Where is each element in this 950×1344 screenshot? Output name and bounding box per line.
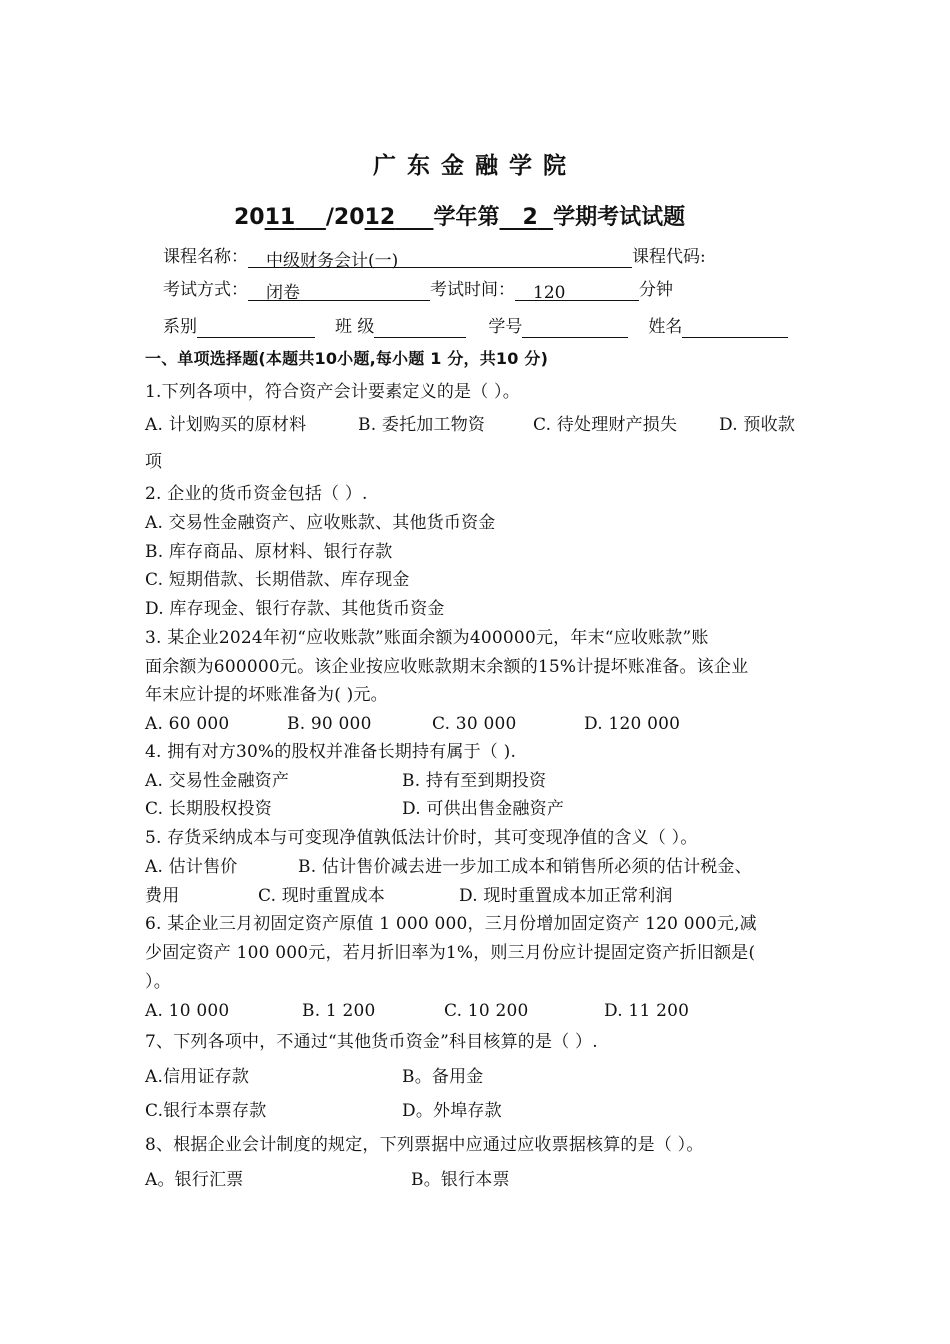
q5-option-b: B. 估计售价减去进一步加工成本和销售所必须的估计税金、 bbox=[298, 857, 752, 877]
q2-option-c: C. 短期借款、长期借款、库存现金 bbox=[145, 570, 410, 590]
question-3-line-2: 面余额为600000元。该企业按应收账款期末余额的15%计提坏账准备。该企业 bbox=[145, 657, 749, 677]
exam-mode-label: 考试方式： bbox=[163, 280, 248, 300]
dept-label: 系别 bbox=[163, 317, 197, 337]
course-code-label: 课程代码: bbox=[632, 247, 706, 267]
course-name-field[interactable] bbox=[248, 250, 632, 271]
q6-option-d: D. 11 200 bbox=[604, 1001, 690, 1021]
question-3-line-3: 年末应计提的坏账准备为( )元。 bbox=[145, 685, 388, 705]
q7-option-d: D。外埠存款 bbox=[402, 1101, 502, 1121]
q2-option-d: D. 库存现金、银行存款、其他货币资金 bbox=[145, 599, 445, 619]
q3-option-d: D. 120 000 bbox=[584, 714, 681, 734]
q1-option-d-wrap: 项 bbox=[145, 452, 163, 472]
q3-option-b: B. 90 000 bbox=[287, 714, 372, 734]
q5-option-d: D. 现时重置成本加正常利润 bbox=[459, 886, 673, 906]
q6-option-c: C. 10 200 bbox=[444, 1001, 529, 1021]
q7-option-a: A.信用证存款 bbox=[145, 1067, 250, 1087]
question-8-stem: 8、根据企业会计制度的规定，下列票据中应通过应收票据核算的是（ ）。 bbox=[145, 1135, 704, 1155]
question-6-line-2: 少固定资产 100 000元，若月折旧率为1%，则三月份应计提固定资产折旧额是( bbox=[145, 943, 756, 963]
q1-option-a: A. 计划购买的原材料 bbox=[145, 415, 307, 435]
year1-suffix: 11 bbox=[264, 205, 296, 230]
q5-option-c: C. 现时重置成本 bbox=[258, 886, 386, 906]
section-heading: 一、单项选择题(本题共10小题,每小题 1 分，共10 分) bbox=[145, 349, 549, 368]
q5-option-a: A. 估计售价 bbox=[145, 857, 238, 877]
question-2-stem: 2. 企业的货币资金包括（ ）. bbox=[145, 484, 368, 504]
dept-field[interactable] bbox=[197, 319, 315, 338]
q4-option-b: B. 持有至到期投资 bbox=[402, 771, 547, 791]
year2-prefix: /20 bbox=[325, 205, 365, 230]
q1-option-b: B. 委托加工物资 bbox=[358, 415, 486, 435]
question-3-line-1: 3. 某企业2024年初“应收账款”账面余额为400000元，年末“应收账款”账 bbox=[145, 628, 709, 648]
exam-time-label: 考试时间： bbox=[430, 280, 515, 300]
exam-time-value: 120 bbox=[533, 283, 566, 303]
q5-option-b-wrap: 费用 bbox=[145, 886, 180, 906]
q7-option-c: C.银行本票存款 bbox=[145, 1101, 267, 1121]
q2-option-a: A. 交易性金融资产、应收账款、其他货币资金 bbox=[145, 513, 496, 533]
term-number: 2 bbox=[522, 205, 538, 230]
year1-prefix: 20 bbox=[234, 205, 265, 230]
exam-mode-field[interactable] bbox=[248, 282, 430, 301]
student-no-label: 学号 bbox=[488, 317, 523, 337]
exam-title bbox=[234, 200, 685, 231]
question-6-line-3: ）。 bbox=[145, 972, 171, 992]
name-field[interactable] bbox=[682, 319, 788, 338]
q6-option-b: B. 1 200 bbox=[302, 1001, 376, 1021]
exam-time-unit: 分钟 bbox=[639, 280, 673, 300]
student-info-row bbox=[163, 316, 788, 338]
class-field[interactable] bbox=[374, 319, 466, 338]
course-name-row bbox=[163, 246, 706, 271]
name-label: 姓名 bbox=[648, 317, 683, 337]
exam-mode-row bbox=[163, 279, 673, 301]
q1-option-c: C. 待处理财产损失 bbox=[533, 415, 678, 435]
q6-option-a: A. 10 000 bbox=[145, 1001, 230, 1021]
exam-mode-value: 闭卷 bbox=[266, 283, 300, 303]
q4-option-c: C. 长期股权投资 bbox=[145, 799, 273, 819]
exam-time-field[interactable] bbox=[515, 282, 639, 301]
q2-option-b: B. 库存商品、原材料、银行存款 bbox=[145, 542, 393, 562]
q3-option-a: A. 60 000 bbox=[145, 714, 230, 734]
q1-option-d: D. 预收款 bbox=[719, 415, 796, 435]
question-6-line-1: 6. 某企业三月初固定资产原值 1 000 000，三月份增加固定资产 120 000元,减 bbox=[145, 914, 757, 934]
student-no-field[interactable] bbox=[522, 319, 628, 338]
q4-option-a: A. 交易性金融资产 bbox=[145, 771, 290, 791]
question-4-stem: 4. 拥有对方30%的股权并准备长期持有属于（ ). bbox=[145, 742, 517, 762]
course-name-value: 中级财务会计(一) bbox=[266, 251, 399, 271]
question-7-stem: 7、下列各项中，不通过“其他货币资金”科目核算的是（ ）. bbox=[145, 1032, 598, 1052]
question-5-stem: 5. 存货采纳成本与可变现净值孰低法计价时，其可变现净值的含义（ ）。 bbox=[145, 828, 698, 848]
q4-option-d: D. 可供出售金融资产 bbox=[402, 799, 565, 819]
q8-option-b: B。银行本票 bbox=[411, 1170, 510, 1190]
q7-option-b: B。备用金 bbox=[402, 1067, 484, 1087]
course-name-label: 课程名称： bbox=[163, 247, 248, 267]
q3-option-c: C. 30 000 bbox=[432, 714, 517, 734]
title-end: 学期考试试题 bbox=[553, 205, 686, 230]
question-1-stem: 1.下列各项中，符合资产会计要素定义的是（ ）。 bbox=[145, 382, 520, 402]
title-mid: 学年第 bbox=[433, 205, 500, 230]
class-label: 班 级 bbox=[335, 317, 375, 337]
year2-suffix: 12 bbox=[364, 205, 396, 230]
q8-option-a: A。银行汇票 bbox=[145, 1170, 244, 1190]
school-title: 广东金融学院 bbox=[373, 153, 577, 179]
